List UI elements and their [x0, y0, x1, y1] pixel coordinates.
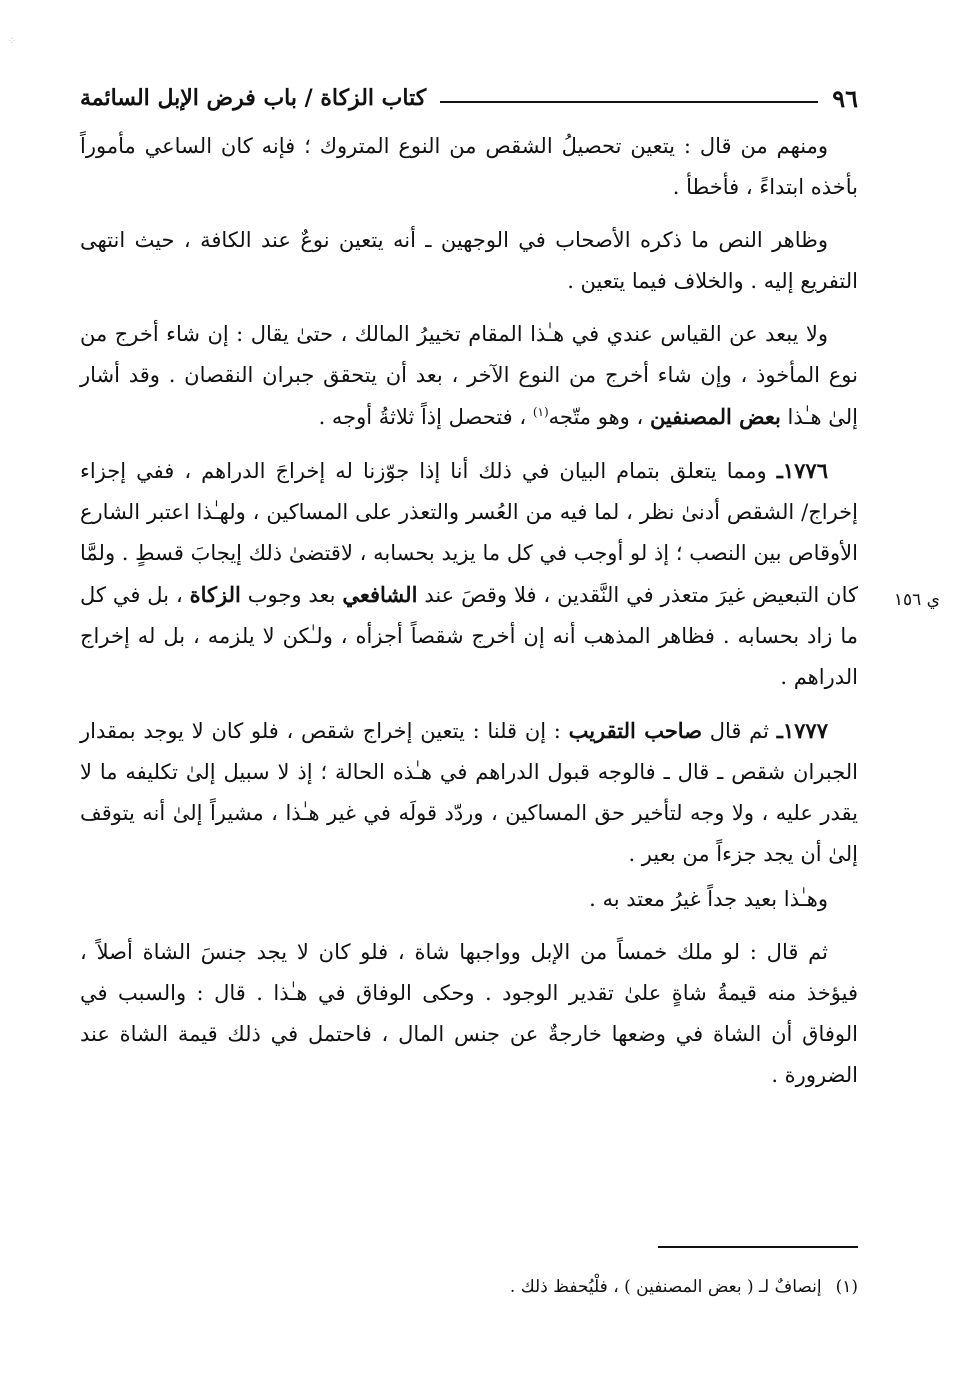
- paragraph-text: ، فتحصل إذاً ثلاثةُ أوجه .: [318, 405, 533, 429]
- footnote-separator: [658, 1246, 858, 1248]
- bold-term: بعض المصنفين: [649, 404, 781, 429]
- paragraph-text: : إن قلنا : يتعين إخراج شقص ، فلو كان لا يوجد بمقدار الجبران شقص ـ قال ـ فالوجه قبول الدراهم في هـٰذه الحالة ؛ إذ لا سبيل إلىٰ تكليفه ما لا يقدر عليه ، ولا وجه لتأخير حق المساكين ، وردّد قولَه في غير هـٰذا ، مشيراً إلىٰ أنه يتوقف إلىٰ أن يجد جزءاً من بعير .: [80, 719, 858, 866]
- paragraph: [80, 879, 858, 920]
- paragraph-text: بعد وجوب: [240, 583, 343, 607]
- paragraph: [80, 126, 858, 208]
- paragraph-number: ١٧٧٦ـ: [776, 458, 828, 483]
- numbered-paragraph: [80, 450, 858, 698]
- footnote: [80, 1272, 858, 1302]
- paragraph-text: ، وهو متّجه: [548, 405, 650, 429]
- paragraph-number: ١٧٧٧ـ: [776, 718, 828, 743]
- paragraph: [80, 220, 858, 302]
- running-title: كتاب الزكاة / باب فرض الإبل السائمة: [80, 85, 427, 111]
- header-rule: [440, 101, 818, 103]
- paragraph-text: ولا يبعد عن القياس عندي في هـٰذا المقام تخييرُ المالك ، حتىٰ يقال : إن شاء أخرج من نوع المأخوذ ، وإن شاء أخرج من النوع الآخر ، بعد أن يتحقق جبران النقصان . وقد أشار إلىٰ هـٰذا: [80, 322, 858, 429]
- paragraph: [80, 314, 858, 438]
- numbered-paragraph: [80, 710, 858, 875]
- margin-page-reference: ي ١٥٦: [893, 590, 940, 610]
- footnotes: [80, 1272, 858, 1302]
- paragraph-text: وظاهر النص ما ذكره الأصحاب في الوجهين ـ أنه يتعين نوعٌ عند الكافة ، حيث انتهى التفريع إليه . والخلاف فيما يتعين .: [80, 228, 858, 293]
- bold-term: الزكاة: [189, 582, 241, 607]
- paragraph: [80, 932, 858, 1096]
- paragraph-text: ثم قال : لو ملك خمساً من الإبل وواجبها شاة ، فلو كان لا يجد جنسَ الشاة أصلاً ، فيؤخذ منه قيمةُ شاةٍ علىٰ تقدير الوجود . وحكى الوفاق في هـٰذا . قال : والسبب في الوفاق أن الشاة في وضعها خارجةٌ عن جنس المال ، فاحتمل في ذلك قيمة الشاة عند الضرورة .: [80, 940, 858, 1087]
- paragraph-text: ، بل في كل ما زاد بحسابه . فظاهر المذهب أنه إن أخرج شقصاً أجزأه ، ولـٰكن لا يلزمه ، بل له إخراج الدراهم .: [80, 583, 858, 689]
- footnote-text: إنصافٌ لـ ( بعض المصنفين ) ، فلْيُحفظ ذلك .: [509, 1277, 822, 1297]
- paragraph-text: ثم قال: [702, 719, 777, 743]
- bold-term: الشافعي: [342, 582, 418, 607]
- bold-term: صاحب التقريب: [568, 718, 703, 743]
- paragraph-text: وهـٰذا بعيد جداً غيرُ معتد به .: [589, 887, 828, 911]
- main-text: [80, 126, 858, 1108]
- footnote-marker: (١): [835, 1277, 858, 1297]
- footnote-reference[interactable]: (١): [532, 405, 549, 419]
- page-number: ٩٦: [832, 83, 858, 113]
- paragraph-text: ومما يتعلق بتمام البيان في ذلك أنا إذا جوّزنا له إخراجَ الدراهم ، ففي إجزاء إخراج/ الشقص أدنىٰ نظر ، لما فيه من العُسر والتعذر على المساكين ، ولهـٰذا اعتبر الشارع الأوقاص بين النصب ؛ إذ لو أوجب في كل ما يزيد بحسابه ، لاقتضىٰ ذلك إيجابَ قسطٍ . ولمَّا كان التبعيض غيرَ متعذر في النَّقدين ، فلا وقصَ عند: [80, 459, 859, 607]
- paragraph-text: ومنهم من قال : يتعين تحصيلُ الشقص من النوع المتروك ؛ فإنه كان الساعي مأموراً بأخذه ابتداءً ، فأخطأ .: [80, 134, 858, 199]
- scan-artifact: ⁘: [7, 36, 16, 47]
- page-header: [80, 78, 858, 118]
